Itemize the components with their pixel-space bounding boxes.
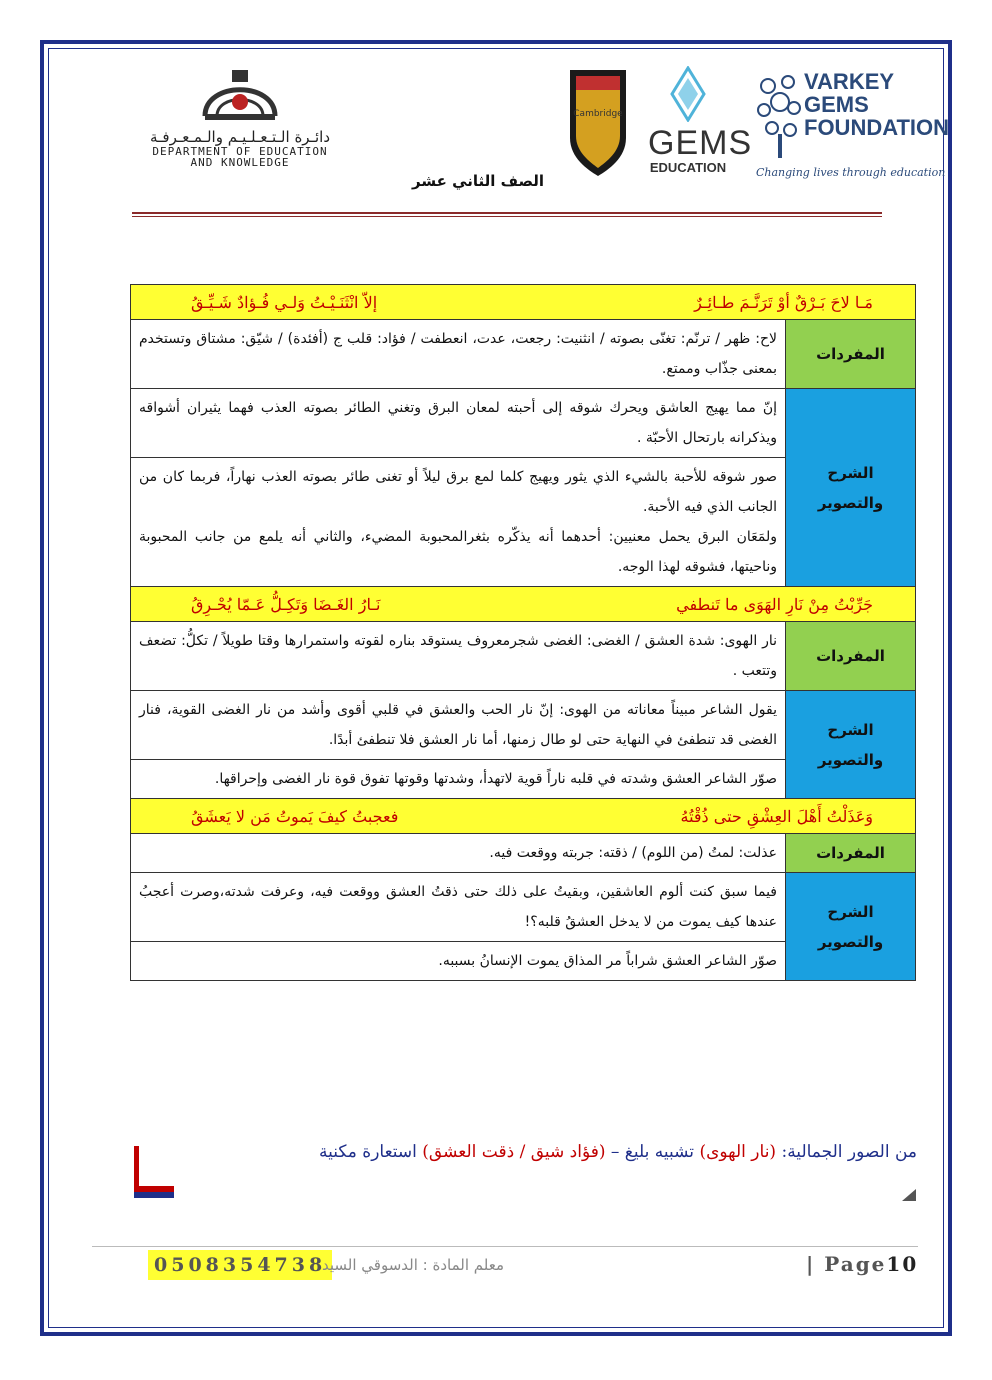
header-divider-thin: [132, 216, 882, 217]
verse-2-second-hemistich: نَـارُ الغَـضَا وَتَكِـلُّ عَـمّا يُحْـرِقُ: [191, 594, 381, 614]
page-number-value: 10: [886, 1252, 919, 1276]
explain-label-3-line-1: الشرح: [827, 902, 874, 921]
note-part-3: (فؤاد شيق / ذقت العشق): [422, 1142, 606, 1162]
verse-row-1: [131, 285, 916, 320]
vocab-row-2: [131, 622, 916, 691]
varkey-wordmark: [804, 70, 949, 139]
doe-english-name-2: AND KNOWLEDGE: [190, 156, 290, 169]
gems-diamond-icon: [668, 66, 708, 122]
explain-label-1-line-2: والتصوير: [817, 493, 884, 512]
imagery-text-3: صوّر الشاعر العشق شراباً مر المذاق يموت الإنسانُ بسببه.: [131, 942, 786, 981]
teacher-name: معلم المادة : الدسوقي السيد: [322, 1256, 504, 1274]
verse-3-first-hemistich: وَعَذَلْتُ أَهْلَ العِشْقِ حتى ذُقْتُهُ: [680, 806, 873, 826]
vocab-text-3: عذلت: لمتُ (من اللوم) / ذقته: جربته ووقعت فيه.: [131, 834, 786, 873]
varkey-foundation-logo: [756, 69, 950, 180]
explain-text-2: يقول الشاعر مبيناً معاناته من الهوى: إنّ نار الحب والعشق في قلبي أقوى وأشد من نار الغضى القوية، فنار الغضى قد تنطفئ في النهاية حتى لو طال زمنها، أما نار العشق فلا تنطفئ أبدًا.: [131, 691, 786, 760]
footer-divider: [92, 1246, 918, 1247]
aesthetic-images-note: [225, 1142, 917, 1162]
gems-subtitle: EDUCATION: [649, 160, 727, 175]
header-divider: [132, 212, 882, 214]
imagery-text-1b: ولمَعَان البرق يحمل معنيين: أحدهما أنه يذكّره بثغرالمحبوبة المضيء، والثاني أنه يلمع من جانب المحبوبة وناحيتها، فشوقه لهذا الوجه.: [139, 529, 777, 575]
poem-analysis-table: [130, 284, 916, 981]
varkey-word-1: VARKEY: [804, 69, 895, 94]
verse-row-3: [131, 799, 916, 834]
imagery-text-1a: صور شوقه للأحبة بالشيء الذي يثور ويهيج كلما لمع برق ليلاً أو تغنى طائر بصوته العذب نهاراً، فربما كان من الجانب الذي فيه الأحبة.: [139, 469, 777, 515]
varkey-tree-icon: [756, 72, 802, 162]
note-part-4: استعارة مكنية: [319, 1142, 423, 1162]
cambridge-label: Cambridge: [573, 109, 623, 119]
gems-education-logo: [648, 66, 753, 175]
explain-row-2: [131, 691, 916, 760]
doe-english-name-1: DEPARTMENT OF EDUCATION: [152, 145, 328, 158]
vocab-text-2: نار الهوى: شدة العشق / الغضى: الغضى شجرمعروف يستوقد بناره لقوته واستمرارها وقتا طويلاً / تكلُّ: تضعف وتتعب .: [131, 622, 786, 691]
explain-row-3: [131, 873, 916, 942]
varkey-word-3: FOUNDATION: [804, 115, 950, 140]
note-part-2: تشبيه بليغ –: [605, 1142, 700, 1162]
explain-label-2: [786, 691, 916, 799]
corner-triangle-icon: [902, 1186, 916, 1198]
gems-word: GEMS: [648, 124, 753, 162]
vocab-label-2: المفردات: [786, 622, 916, 691]
explain-label-3: [786, 873, 916, 981]
explain-label-3-line-2: والتصوير: [817, 932, 884, 951]
cambridge-logo: [568, 68, 628, 178]
note-prefix: من الصور الجمالية:: [776, 1142, 917, 1162]
vocab-label-1: المفردات: [786, 320, 916, 389]
page-label: | Page: [806, 1252, 887, 1276]
explain-label-1: [786, 389, 916, 587]
vocab-label-3: المفردات: [786, 834, 916, 873]
vocab-row-3: [131, 834, 916, 873]
doe-arabic-name: دائـرة الـتـعـلـيـم والـمـعـرفـة: [150, 128, 330, 146]
teacher-phone: 0508354738: [148, 1250, 332, 1280]
verse-2-first-hemistich: جَرِّبْتُ مِنْ نَارِ الهَوَى ما تَنطفي: [676, 594, 873, 614]
vocab-row-1: [131, 320, 916, 389]
verse-1-first-hemistich: مَـا لاحَ بَـرْقٌ أوْ تَرَنَّـمَ طـائِـرٌ: [694, 292, 873, 312]
doe-emblem-icon: [195, 66, 285, 126]
grade-title: الصف الثاني عشر: [412, 172, 545, 190]
explain-label-1-line-1: الشرح: [827, 463, 874, 482]
explain-label-2-line-1: الشرح: [827, 720, 874, 739]
corner-decoration-icon: [134, 1146, 174, 1200]
verse-1-second-hemistich: إلاّ انْثَنَـيْـتُ وَلـي فُـؤادٌ شَـيِّـقُ: [191, 292, 378, 312]
explain-label-2-line-2: والتصوير: [817, 750, 884, 769]
verse-row-2: [131, 587, 916, 622]
vocab-text-1: لاح: ظهر / ترنّم: تغنّى بصوته / انثنيت: رجعت، عدت، انعطفت / فؤاد: قلب ج (أفئدة) / شيّق: مشتاق وتستخدم بمعنى جذّاب وممتع.: [131, 320, 786, 389]
explain-text-1: إنّ مما يهيج العاشق ويحرك شوقه إلى أحبته لمعان البرق وتغني الطائر بصوته العذب فهما يثيران أشواقه ويذكرانه بارتحال الأحبّة .: [131, 389, 786, 458]
note-part-1: (نار الهوى): [699, 1142, 777, 1162]
varkey-word-2: GEMS: [804, 92, 869, 117]
page-number: [806, 1252, 918, 1276]
imagery-cell-1: [131, 458, 786, 587]
explain-row-1: [131, 389, 916, 458]
explain-text-3: فيما سبق كنت ألوم العاشقين، وبقيتُ على ذلك حتى ذقتُ العشق ووقعت فيه، وعرفت شدته،وصرت أعجبُ عندها كيف يموت من لا يدخل العشقُ قلبه؟!: [131, 873, 786, 942]
verse-3-second-hemistich: فعجبتُ كيفَ يَموتُ مَن لا يَعشَقُ: [191, 806, 399, 826]
imagery-text-2: صوّر الشاعر العشق وشدته في قلبه ناراً قوية لاتهدأ، وشدتها وقوتها تفوق قوة نار الغضى وإحراقها.: [131, 760, 786, 799]
doe-logo: [90, 66, 390, 168]
varkey-tagline: Changing lives through education: [756, 166, 946, 179]
